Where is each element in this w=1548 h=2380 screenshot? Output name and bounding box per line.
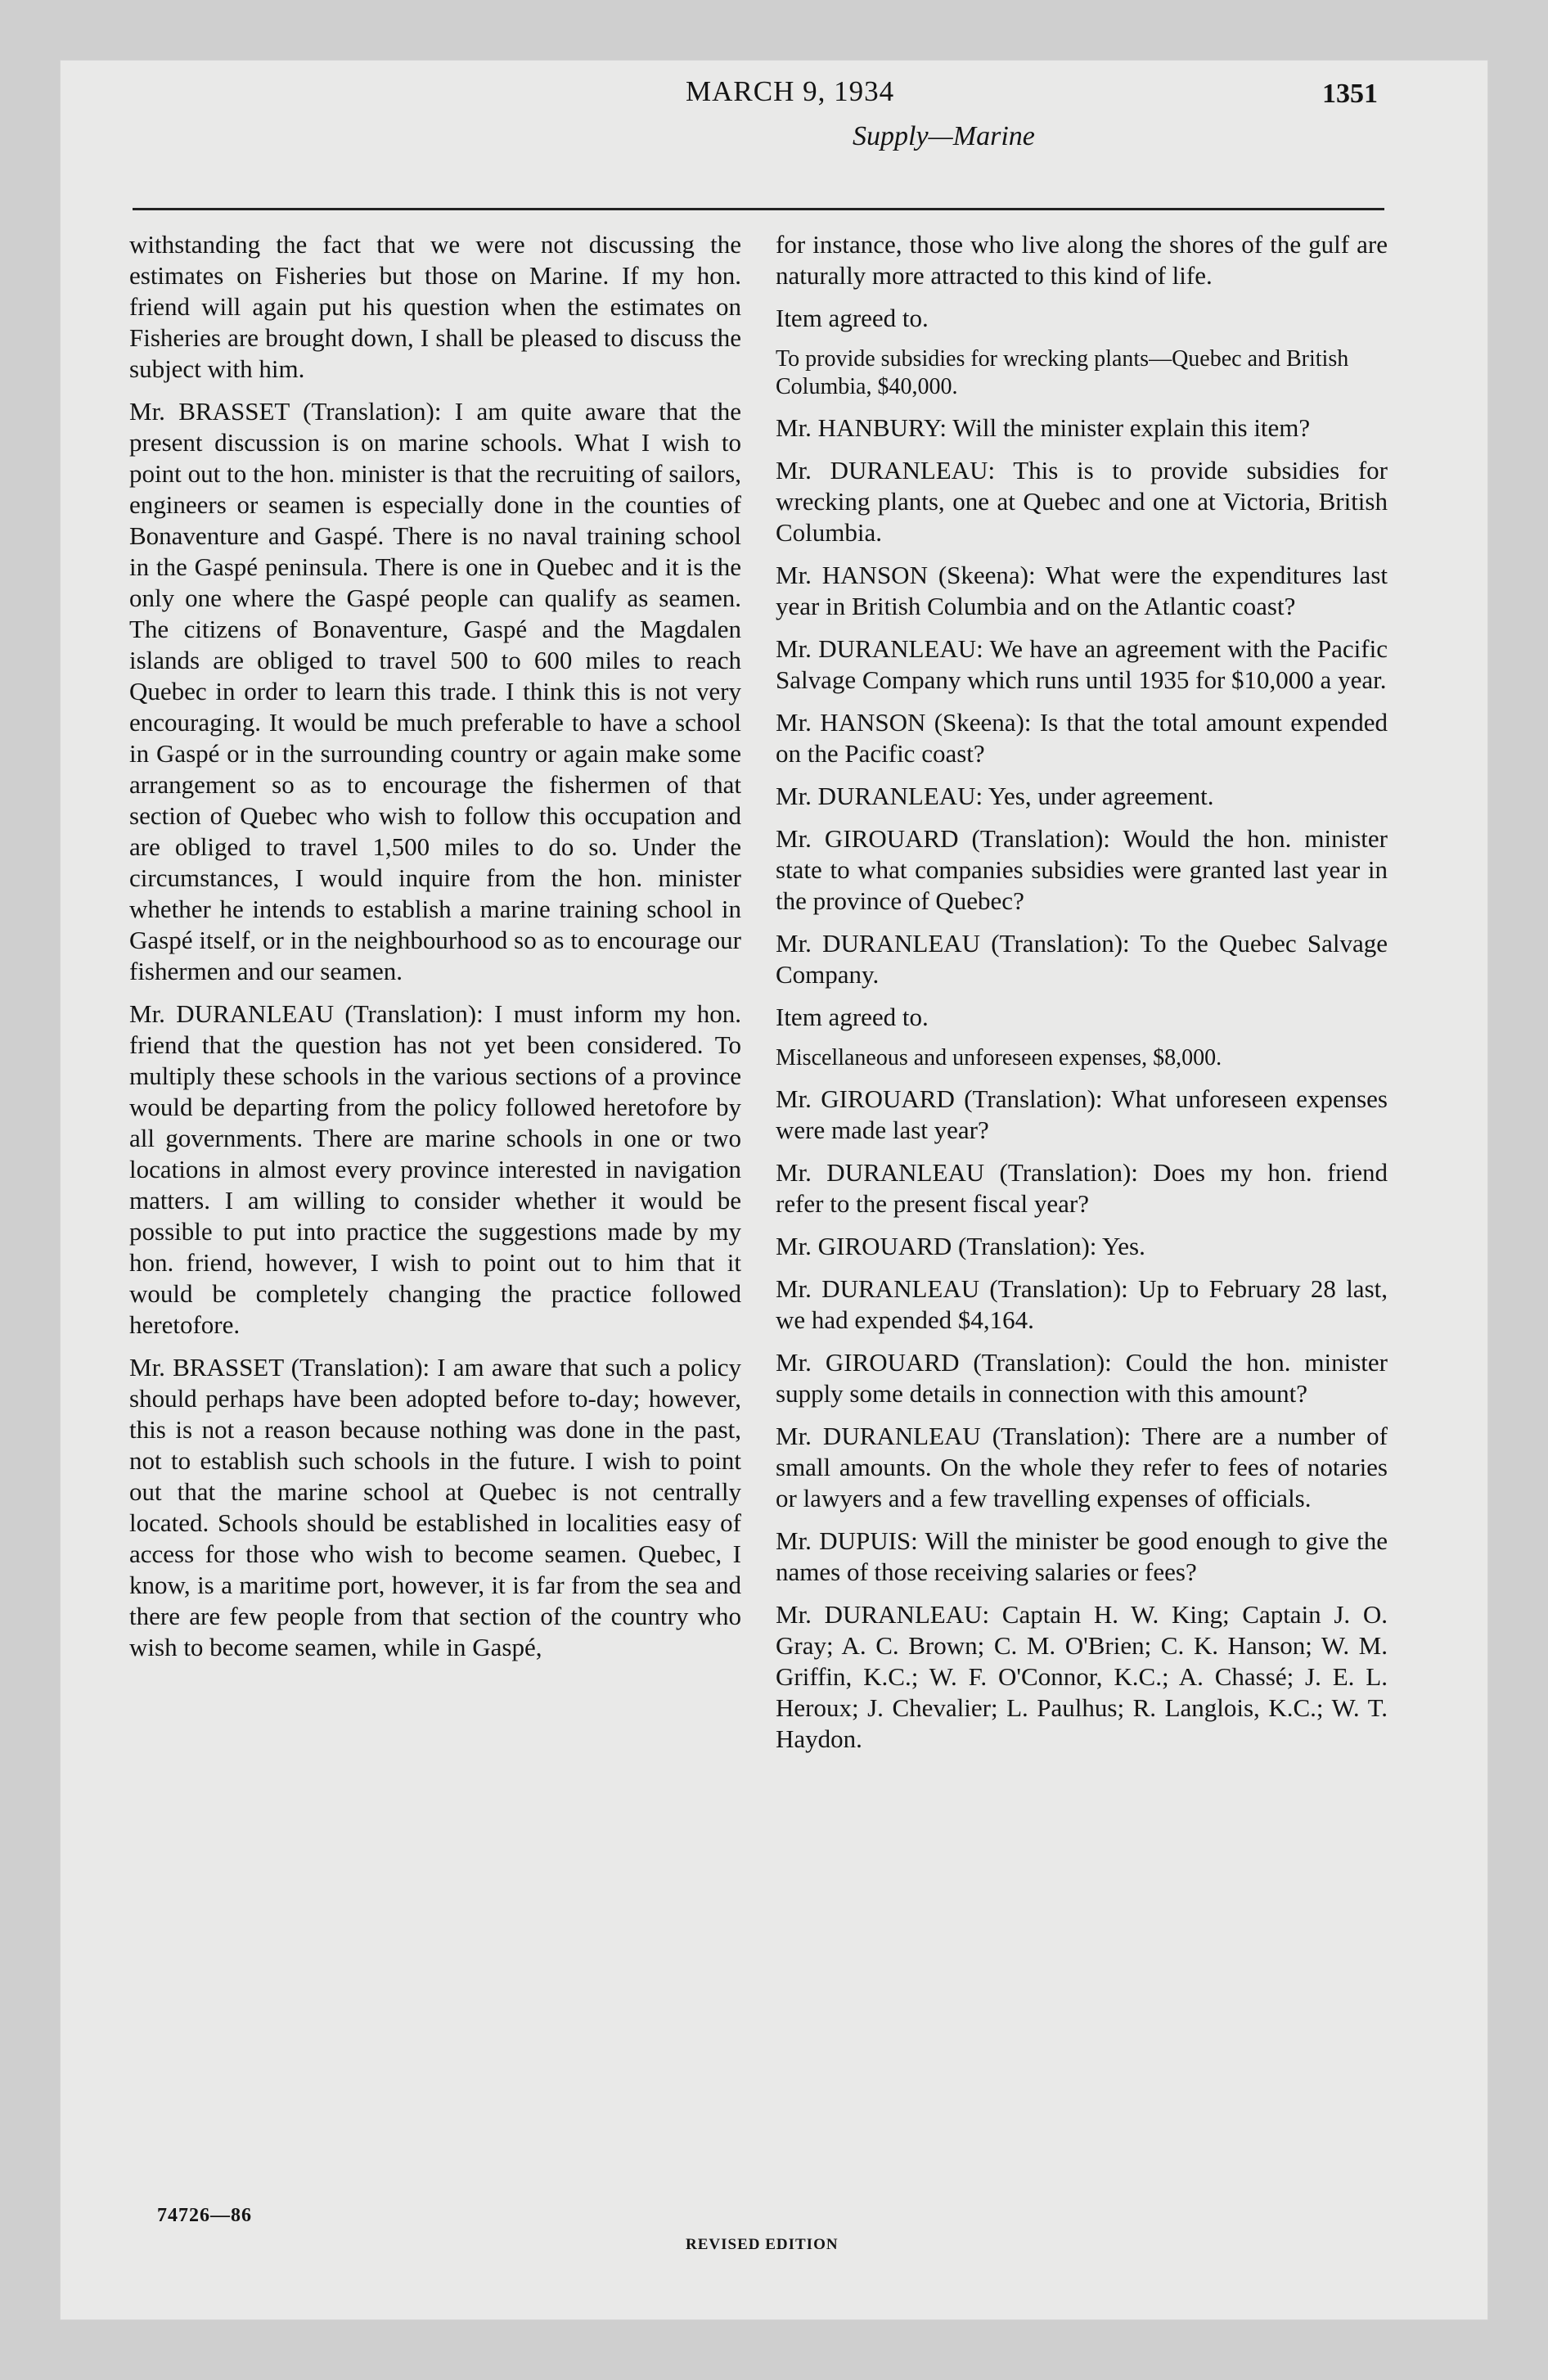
paragraph: Mr. GIROUARD (Translation): What unforeseen expenses were made last year?	[776, 1084, 1388, 1144]
paragraph: Mr. GIROUARD (Translation): Yes.	[776, 1232, 1145, 1260]
paragraph: Mr. BRASSET (Translation): I am aware that such a policy should perhaps have been adopted before to-day; however, this is not a reason because nothing was done in the past, not to establish such schools in the future. I wish to point out that the marine school at Quebec is not centrally located. Schools should be established in localities easy of access for those who wish to become seamen. Quebec, I know, is a maritime port, however, it is far from the sea and there are few people from that section of the country who wish to become seamen, while in Gaspé,	[129, 1353, 741, 1661]
header-date: MARCH 9, 1934	[686, 75, 895, 107]
paragraph: Mr. DURANLEAU: We have an agreement with the Pacific Salvage Company which runs until 1935 for $10,000 a year.	[776, 634, 1388, 694]
page-number: 1351	[1322, 79, 1378, 109]
paragraph: Mr. DURANLEAU (Translation): I must inform my hon. friend that the question has not yet been considered. To multiply these schools in the various sections of a province would be departing from the policy followed heretofore by all governments. There are marine schools in one or two locations in almost every province interested in navigation matters. I am willing to consider whether it would be possible to put into practice the suggestions made by my hon. friend, however, I wish to point out to him that it would be completely changing the practice followed heretofore.	[129, 999, 741, 1339]
paragraph: withstanding the fact that we were not discussing the estimates on Fisheries but those on Marine. If my hon. friend will again put his question when the estimates on Fisheries are brought down, I shall be pleased to discuss the subject with him.	[129, 230, 741, 383]
paragraph: Mr. DURANLEAU: Captain H. W. King; Captain J. O. Gray; A. C. Brown; C. M. O'Brien; C. K. Hanson; W. M. Griffin, K.C.; W. F. O'Connor, K.C.; A. Chassé; J. E. L. Heroux; J. Chevalier; L. Paulhus; R. Langlois, K.C.; W. T. Haydon.	[776, 1600, 1388, 1753]
left-column	[129, 229, 741, 1675]
paragraph: Mr. DURANLEAU (Translation): There are a number of small amounts. On the whole they refer to fees of notaries or lawyers and a few travelling expenses of officials.	[776, 1422, 1388, 1512]
right-column	[776, 229, 1388, 1766]
estimate-item: Miscellaneous and unforeseen expenses, $8,000.	[776, 1045, 1222, 1071]
footer-edition: REVISED EDITION	[686, 2236, 839, 2253]
paragraph: Mr. GIROUARD (Translation): Would the hon. minister state to what companies subsidies were granted last year in the province of Quebec?	[776, 824, 1388, 915]
paragraph: Mr. GIROUARD (Translation): Could the hon. minister supply some details in connection with this amount?	[776, 1348, 1388, 1408]
paragraph: Item agreed to.	[776, 1003, 929, 1031]
paragraph: Mr. HANSON (Skeena): What were the expenditures last year in British Columbia and on the Atlantic coast?	[776, 561, 1388, 620]
paragraph: Mr. DURANLEAU (Translation): Does my hon. friend refer to the present fiscal year?	[776, 1158, 1388, 1218]
footer-code: 74726—86	[157, 2205, 252, 2226]
header-subtitle: Supply—Marine	[853, 121, 1035, 151]
header-rule	[133, 208, 1384, 210]
paragraph: Mr. HANBURY: Will the minister explain this item?	[776, 413, 1311, 442]
paragraph: Mr. HANSON (Skeena): Is that the total amount expended on the Pacific coast?	[776, 708, 1388, 768]
paragraph: Mr. BRASSET (Translation): I am quite aware that the present discussion is on marine schools. What I wish to point out to the hon. minister is that the recruiting of sailors, engineers or seamen is especially done in the counties of Bonaventure and Gaspé. There is no naval training school in the Gaspé peninsula. There is one in Quebec and it is the only one where the Gaspé people can qualify as seamen. The citizens of Bonaventure, Gaspé and the Magdalen islands are obliged to travel 500 to 600 miles to reach Quebec in order to learn this trade. I think this is not very encouraging. It would be much preferable to have a school in Gaspé or in the surrounding country or again make some arrangement so as to encourage the fishermen of that section of Quebec who wish to follow this occupation and are obliged to travel 1,500 miles to do so. Under the circumstances, I would inquire from the hon. minister whether he intends to establish a marine training school in Gaspé itself, or in the neighbourhood so as to encourage our fishermen and our seamen.	[129, 397, 741, 985]
estimate-item: To provide subsidies for wrecking plants—Quebec and British Columbia, $40,000.	[776, 346, 1349, 399]
paragraph: for instance, those who live along the shores of the gulf are naturally more attracted to this kind of life.	[776, 230, 1388, 290]
paragraph: Mr. DURANLEAU: Yes, under agreement.	[776, 782, 1214, 810]
paragraph: Mr. DURANLEAU (Translation): Up to February 28 last, we had expended $4,164.	[776, 1274, 1388, 1334]
paragraph: Mr. DURANLEAU: This is to provide subsidies for wrecking plants, one at Quebec and one at Victoria, British Columbia.	[776, 456, 1388, 547]
paragraph: Item agreed to.	[776, 304, 929, 332]
paragraph: Mr. DURANLEAU (Translation): To the Quebec Salvage Company.	[776, 929, 1388, 989]
paragraph: Mr. DUPUIS: Will the minister be good enough to give the names of those receiving salaries or fees?	[776, 1526, 1388, 1586]
